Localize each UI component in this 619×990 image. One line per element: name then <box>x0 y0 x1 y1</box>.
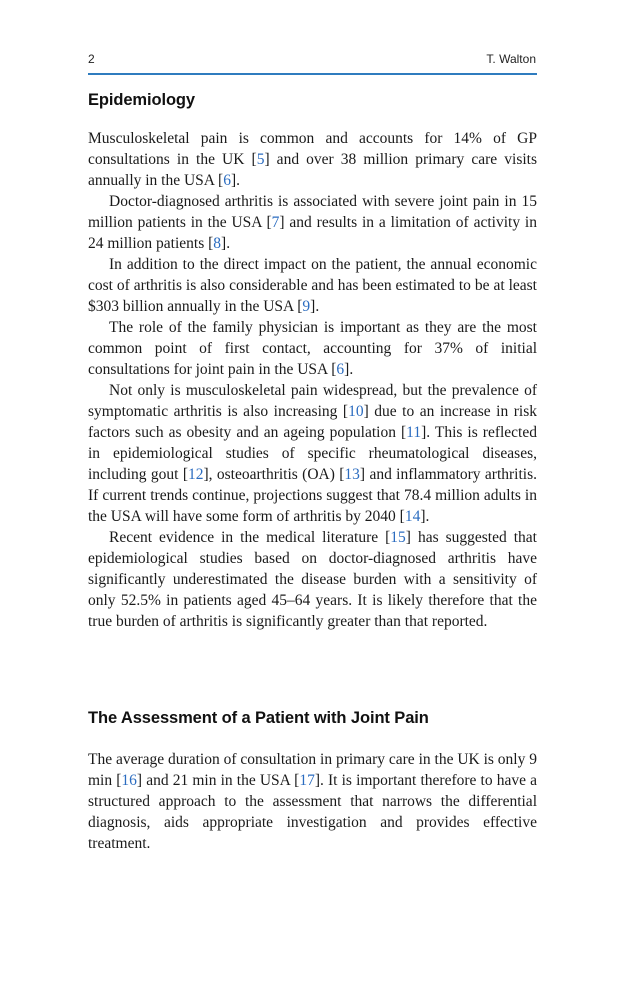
paragraph <box>88 749 537 854</box>
paragraph <box>88 317 537 380</box>
citation-link[interactable]: 8 <box>213 235 222 252</box>
paragraph-text: ] due to an increase in risk factors such as obesity and an ageing population [ <box>88 403 537 441</box>
section-body-assessment <box>88 749 537 854</box>
paragraph-text: Musculoskeletal pain is common and accounts for 14% of GP consultations in the UK [ <box>88 130 537 168</box>
paragraph-text: The average duration of consultation in primary care in the UK is only 9 min [ <box>88 751 537 789</box>
section-body-epidemiology <box>88 128 537 632</box>
paragraph-text: ]. <box>221 235 231 252</box>
paragraph <box>88 380 537 527</box>
paragraph-text: ] and inflammatory arthritis. If current trends continue, projections suggest that 78.4 million adults in the USA will have some form of arthritis by 2040 [ <box>88 466 537 525</box>
header-rule <box>88 73 537 75</box>
paragraph-text: ]. <box>344 361 354 378</box>
paragraph <box>88 527 537 632</box>
citation-link[interactable]: 16 <box>121 772 137 789</box>
citation-link[interactable]: 7 <box>271 214 280 231</box>
running-header <box>88 52 536 70</box>
citation-link[interactable]: 15 <box>390 529 406 546</box>
paragraph-text: The role of the family physician is important as they are the most common point of first contact, accounting for 37% of initial consultations for joint pain in the USA [ <box>88 319 537 378</box>
paragraph-text: ]. This is reflected in epidemiological studies of specific rheumatological diseases, including gout [ <box>88 424 537 483</box>
running-head-author: T. Walton <box>486 52 536 66</box>
paragraph-text: ] and over 38 million primary care visits annually in the USA [ <box>88 151 537 189</box>
paragraph-text: Not only is musculoskeletal pain widespread, but the prevalence of symptomatic arthritis is also increasing [ <box>88 382 537 420</box>
citation-link[interactable]: 6 <box>336 361 345 378</box>
paragraph-text: Doctor-diagnosed arthritis is associated with severe joint pain in 15 million patients in the USA [ <box>88 193 537 231</box>
citation-link[interactable]: 11 <box>406 424 422 441</box>
citation-link[interactable]: 17 <box>299 772 315 789</box>
paragraph-text: ] and 21 min in the USA [ <box>136 772 300 789</box>
paragraph-text: ] has suggested that epidemiological studies based on doctor-diagnosed arthritis have significantly underestimated the disease burden with a sensitivity of only 52.5% in patients aged 45–64 years. It is likely therefore that the true burden of arthritis is significantly greater than that reported. <box>88 529 537 630</box>
citation-link[interactable]: 9 <box>302 298 311 315</box>
citation-link[interactable]: 12 <box>188 466 204 483</box>
citation-link[interactable]: 14 <box>404 508 421 525</box>
paragraph-text: ] and results in a limitation of activity in 24 million patients [ <box>88 214 537 252</box>
citation-link[interactable]: 10 <box>348 403 364 420</box>
page-number: 2 <box>88 52 95 66</box>
paragraph-text: ]. <box>420 508 430 525</box>
paragraph <box>88 191 537 254</box>
paragraph-text: ]. It is important therefore to have a structured approach to the assessment that narrows the differential diagnosis, aids appropriate investigation and provides effective treatment. <box>88 772 537 852</box>
paragraph-text: Recent evidence in the medical literature [ <box>109 529 391 546</box>
paragraph-text: In addition to the direct impact on the patient, the annual economic cost of arthritis is also considerable and has been estimated to be at least $303 billion annually in the USA [ <box>88 256 537 315</box>
section-heading-epidemiology: Epidemiology <box>88 91 195 109</box>
citation-link[interactable]: 5 <box>256 151 265 168</box>
paragraph <box>88 128 537 191</box>
paragraph-text: ]. <box>310 298 320 315</box>
paragraph <box>88 254 537 317</box>
section-heading-assessment: The Assessment of a Patient with Joint Pain <box>88 709 429 727</box>
citation-link[interactable]: 13 <box>344 466 360 483</box>
paragraph-text: ]. <box>230 172 240 189</box>
citation-link[interactable]: 6 <box>223 172 231 189</box>
paragraph-text: ], osteoarthritis (OA) [ <box>203 466 345 483</box>
